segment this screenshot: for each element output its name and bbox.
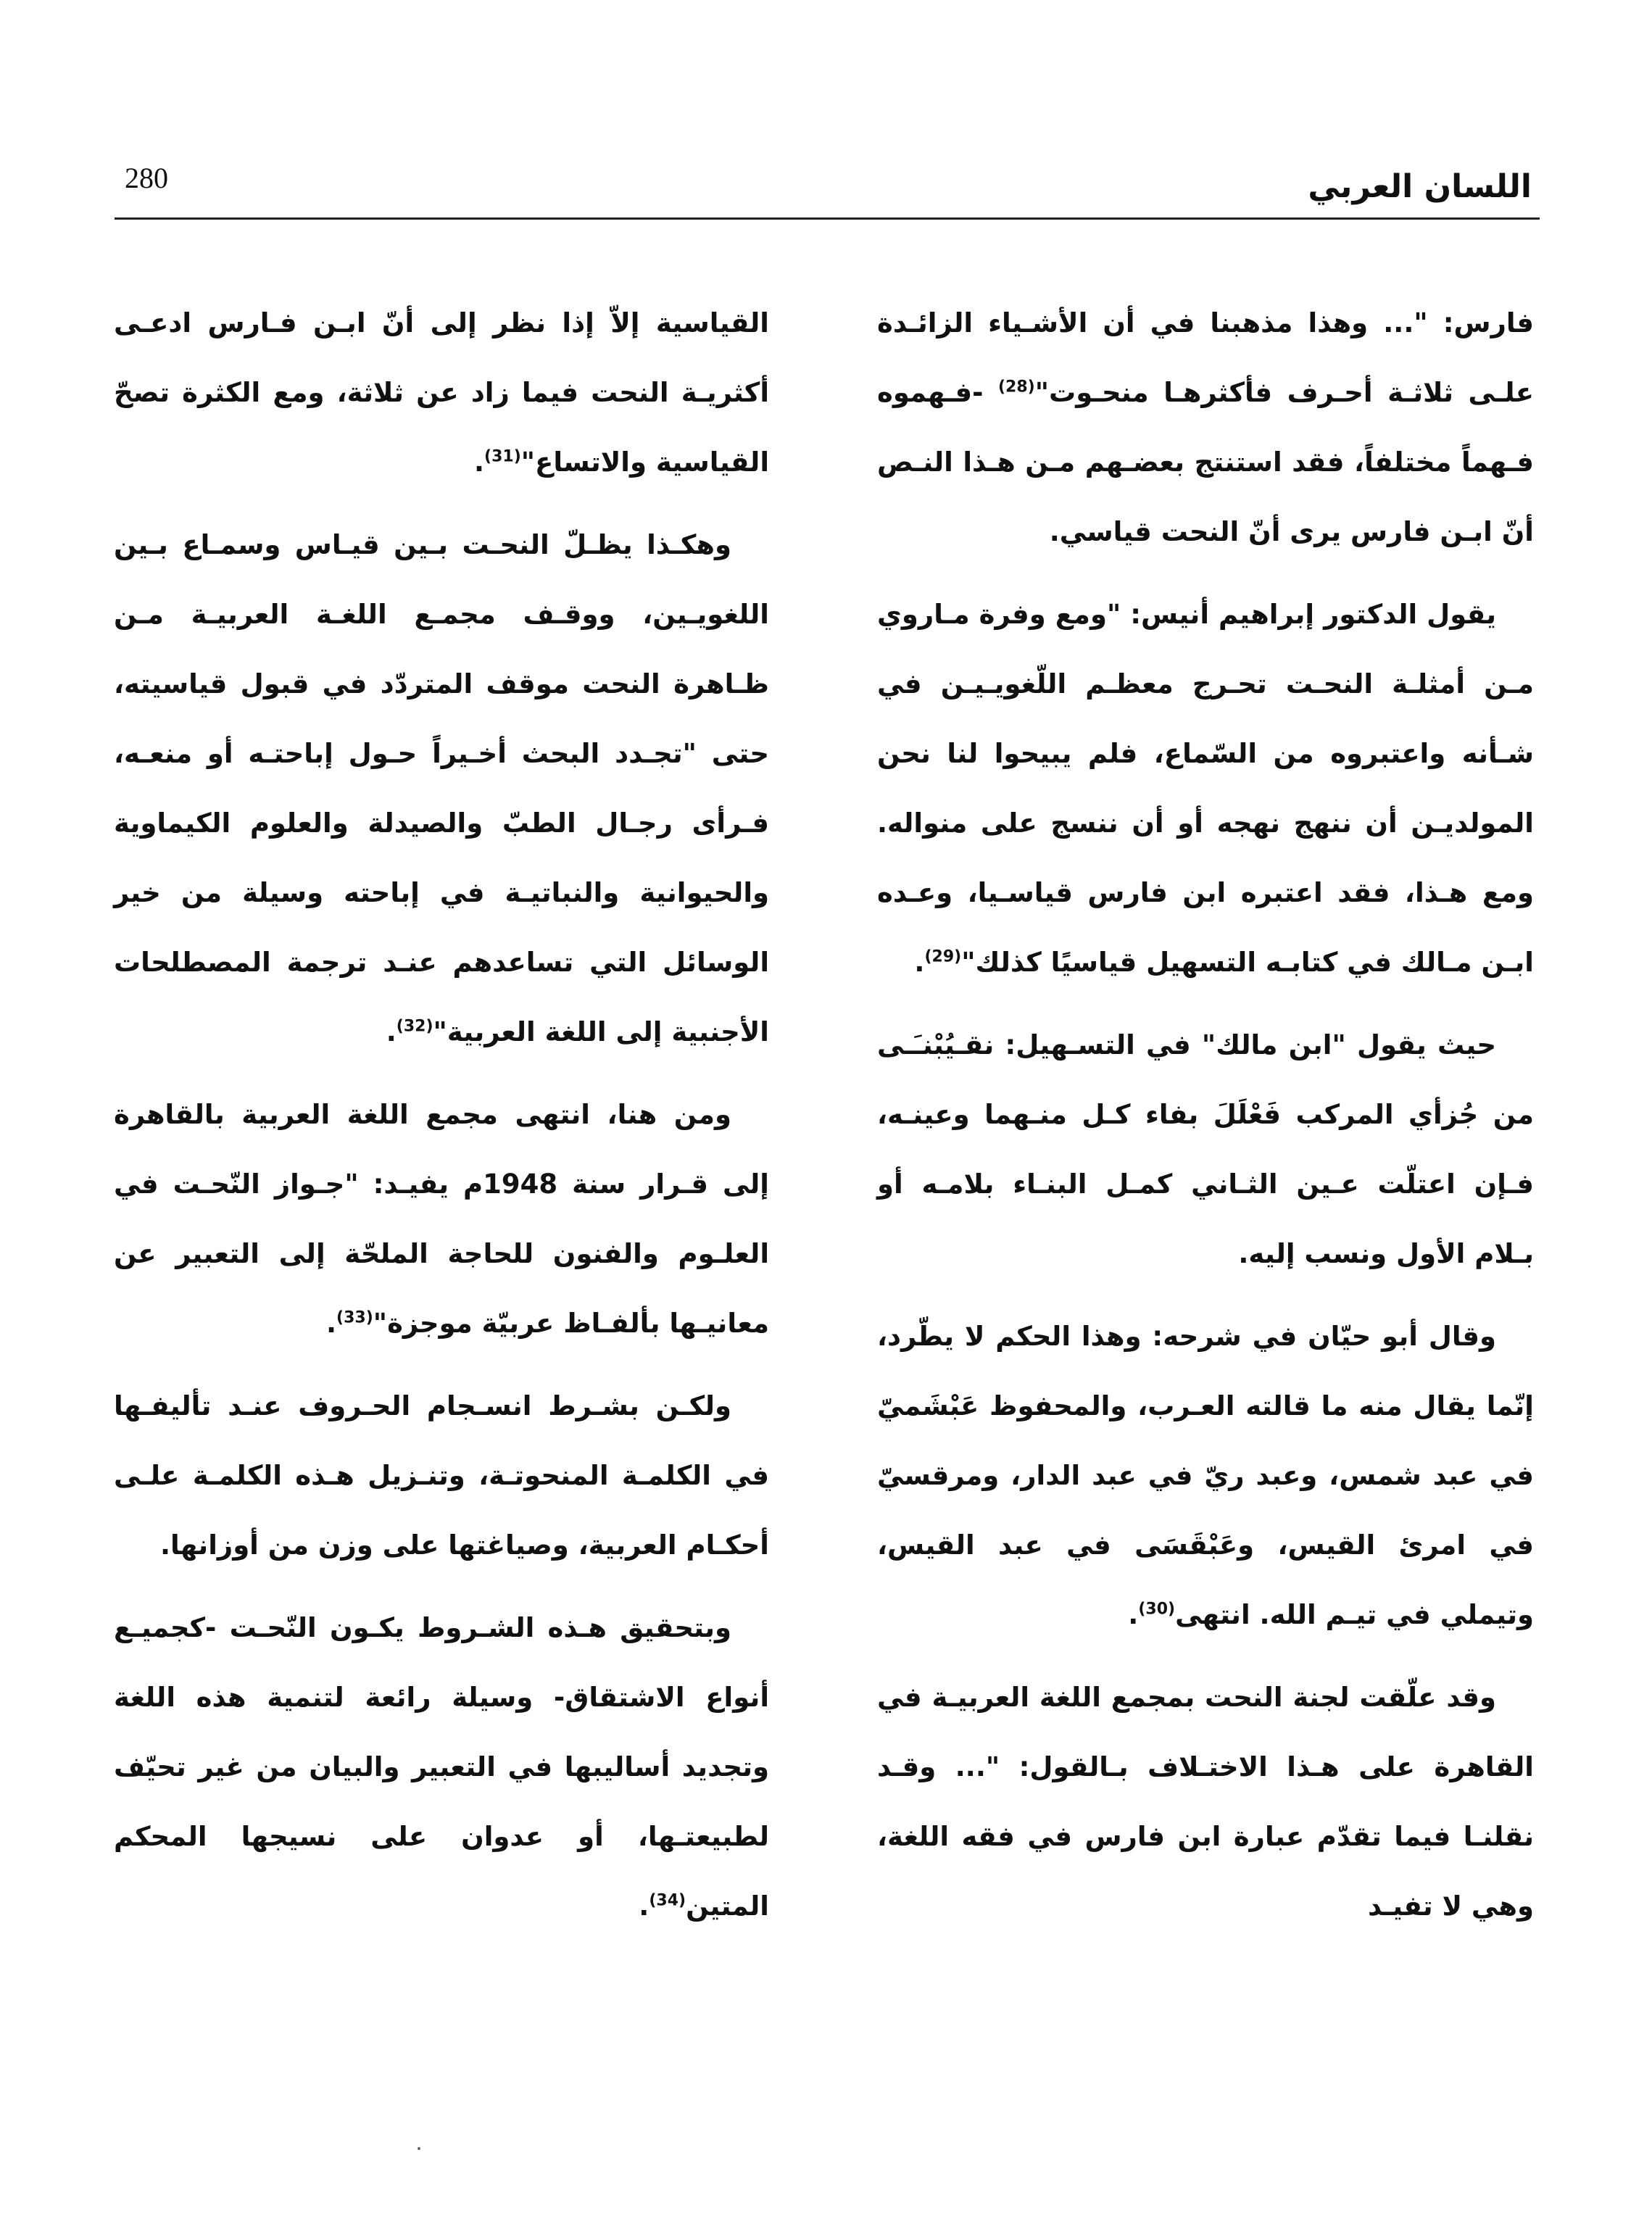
paragraph-text: وبتحقيق هـذه الشـروط يكـون النّحـت -كجميـع أنواع الاشتقاق- وسيلة رائعة لتنمية هذه اللغة وتجديد أساليبها في التعبير والبيان من غير تحيّف لطبيعتـها، أو عدوان على نسيجها المحكم المتين — [114, 1612, 769, 1922]
footnote-ref: (28) — [997, 378, 1035, 397]
paragraph-text: ومن هنا، انتهى مجمع اللغة العربية بالقاهرة إلى قـرار سنة 1948م يفيـد: "جـواز النّحـت في العلـوم والفنون للحاجة الملحّة إلى التعبير عن معانيـها بألفـاظ عربيّة موجزة" — [114, 1099, 769, 1339]
paragraph — [114, 1371, 769, 1580]
paragraph-text: وهكـذا يظـلّ النحـت بـين قيـاس وسمـاع بـين اللغويـين، ووقـف مجمـع اللغـة العربيـة مـن ظـاهرة النحت موقف المتردّد في قبول قياسيته، حتى "تجـدد البحث أخـيراً حـول إباحتـه أو منعـه، فـرأى رجـال الطبّ والصيدلة والعلوم الكيماوية والحيوانية والنباتيـة في إباحته وسيلة من خير الوسائل التي تساعدهم عنـد ترجمة المصطلحات الأجنبية إلى اللغة العربية" — [114, 529, 769, 1047]
paragraph-text-tail: . — [1128, 1599, 1139, 1630]
footnote-ref: (32) — [396, 1017, 433, 1036]
paragraph-text: ولكـن بشـرط انسـجام الحـروف عنـد تأليفـها في الكلمـة المنحوتـة، وتنـزيل هـذه الكلمـة علـى أحكـام العربية، وصياغتها على وزن من أوزانها. — [114, 1390, 769, 1561]
paragraph-text: فارس: "... وهذا مذهبنا في أن الأشـياء الزائـدة علـى ثلاثـة أحـرف فأكثرهـا منحـوت" — [877, 307, 1534, 408]
paragraph-text: القياسية إلاّ إذا نظر إلى أنّ ابـن فـارس ادعـى أكثريـة النحت فيما زاد عن ثلاثة، ومع الكثرة تصحّ القياسية والاتساع" — [114, 307, 769, 478]
paragraph — [877, 1010, 1534, 1289]
left-text-column — [114, 289, 769, 1954]
scan-speck — [418, 2147, 420, 2150]
paragraph-text: حيث يقول "ابن مالك" في التسـهيل: نقـيُبْنـَـى من جُزأي المركب فَعْلَلَ بفاء كـل منـهما وعينـه، فـإن اعتلّت عـين الثـاني كمـل البنـاء بلامـه أو بـلام الأول ونسب إليه. — [877, 1029, 1534, 1269]
paragraph-text: يقول الدكتور إبراهيم أنيس: "ومع وفرة مـاروي مـن أمثلـة النحـت تحـرج معظـم اللّغويـيـن في شـأنه واعتبروه من السّماع، فلم يبيحوا لنا نحن المولديـن أن ننهج نهجه أو أن ننسج على منواله. ومع هـذا، فقد اعتبره ابن فارس قياسـيا، وعـده ابـن مـالك في كتابـه التسهيل قياسيًا كذلك" — [877, 599, 1534, 978]
paragraph-text-tail: . — [914, 947, 925, 978]
paragraph — [114, 1080, 769, 1358]
paragraph — [114, 1593, 769, 1941]
paragraph — [877, 580, 1534, 997]
right-text-column — [877, 289, 1534, 1954]
paragraph — [877, 1663, 1534, 1941]
footnote-ref: (29) — [924, 947, 962, 966]
paragraph — [877, 289, 1534, 567]
paragraph-text: وقد علّقت لجنة النحت بمجمع اللغة العربيـة في القاهرة على هـذا الاختـلاف بـالقول: "... وقـد نقلنـا فيما تقدّم عبارة ابن فارس في فقه اللغة، وهي لا تفيـد — [877, 1682, 1534, 1922]
paragraph — [877, 1302, 1534, 1650]
footnote-ref: (31) — [484, 447, 521, 466]
paragraph-text-tail: . — [473, 447, 485, 478]
paragraph-text-tail: -فـهموه فـهماً مختلفاً، فقد استنتج بعضـهم مـن هـذا النـص أنّ ابـن فارس يرى أنّ النحت قياسي. — [877, 377, 1534, 547]
footnote-ref: (34) — [649, 1891, 686, 1910]
journal-title-logo: اللسان العربي — [1308, 168, 1532, 205]
paragraph — [114, 510, 769, 1067]
paragraph-text-tail: . — [639, 1890, 649, 1922]
footnote-ref: (30) — [1138, 1600, 1176, 1619]
paragraph-text-tail: . — [386, 1016, 397, 1047]
paragraph-text: وقال أبو حيّان في شرحه: وهذا الحكم لا يطّرد، إنّما يقال منه ما قالته العـرب، والمحفوظ عَبْشَميّ في عبد شمس، وعبد ريّ في عبد الدار، ومرقسيّ في امرئ القيس، وعَبْقَسَى في عبد القيس، وتيملي في تيـم الله. انتهى — [877, 1321, 1534, 1630]
header-divider — [115, 217, 1540, 220]
footnote-ref: (33) — [336, 1308, 373, 1327]
page-number: 280 — [125, 162, 168, 194]
paragraph — [114, 289, 769, 497]
paragraph-text-tail: . — [325, 1308, 337, 1339]
